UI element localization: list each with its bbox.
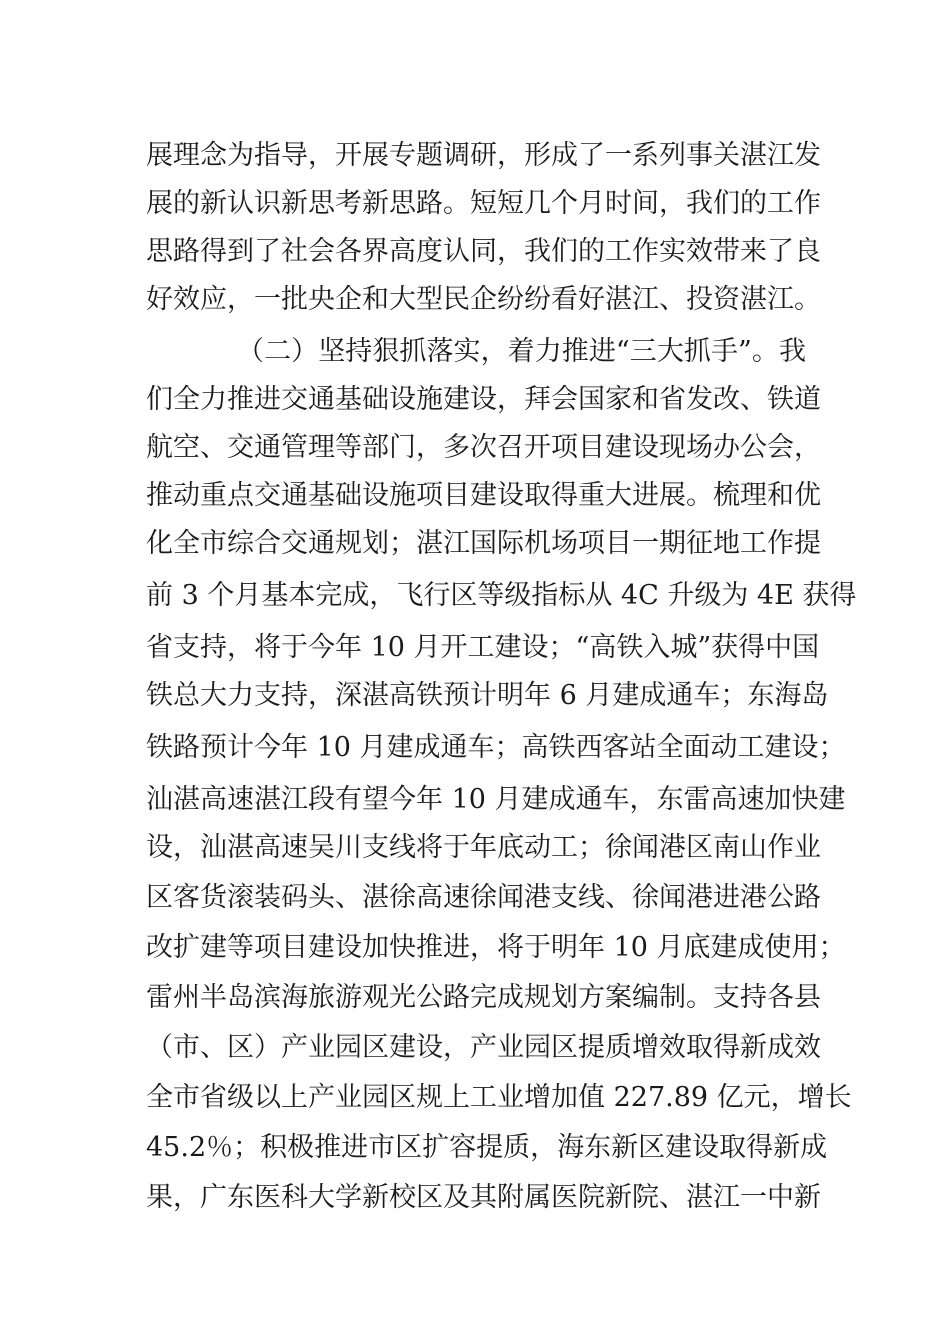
text-line: 思路得到了社会各界高度认同，我们的工作实效带来了良 [146,236,821,267]
text-line: 航空、交通管理等部门，多次召开项目建设现场办公会， [146,432,821,463]
text-line: 前 3 个月基本完成，飞行区等级指标从 4C 升级为 4E 获得 [146,580,857,611]
text-line: 设，汕湛高速吴川支线将于年底动工；徐闻港区南山作业 [146,832,821,863]
text-line: 汕湛高速湛江段有望今年 10 月建成通车，东雷高速加快建 [146,784,846,815]
text-line: 改扩建等项目建设加快推进，将于明年 10 月底建成使用； [146,932,846,963]
text-line: 区客货滚装码头、湛徐高速徐闻港支线、徐闻港进港公路 [146,882,821,913]
text-line: 们全力推进交通基础设施建设，拜会国家和省发改、铁道 [146,384,821,415]
text-line: 铁路预计今年 10 月建成通车；高铁西客站全面动工建设； [146,732,846,763]
text-line: 展理念为指导，开展专题调研，形成了一系列事关湛江发 [146,140,821,171]
section-heading-line: （二）坚持狠抓落实，着力推进“三大抓手”。我 [237,336,806,367]
text-line: 展的新认识新思考新思路。短短几个月时间，我们的工作 [146,188,821,219]
text-line: 推动重点交通基础设施项目建设取得重大进展。梳理和优 [146,480,821,511]
text-line: 省支持，将于今年 10 月开工建设；“高铁入城”获得中国 [146,632,820,663]
text-line: 45.2％；积极推进市区扩容提质，海东新区建设取得新成 [146,1132,828,1163]
paragraph-end-line: 好效应，一批央企和大型民企纷纷看好湛江、投资湛江。 [146,284,821,315]
text-line: （市、区）产业园区建设，产业园区提质增效取得新成效 [146,1032,821,1063]
text-line: 化全市综合交通规划；湛江国际机场项目一期征地工作提 [146,528,821,559]
text-line: 全市省级以上产业园区规上工业增加值 227.89 亿元，增长 [146,1082,852,1113]
text-line: 铁总大力支持，深湛高铁预计明年 6 月建成通车；东海岛 [146,680,829,711]
text-line: 果，广东医科大学新校区及其附属医院新院、湛江一中新 [146,1182,821,1213]
text-line: 雷州半岛滨海旅游观光公路完成规划方案编制。支持各县 [146,982,821,1013]
